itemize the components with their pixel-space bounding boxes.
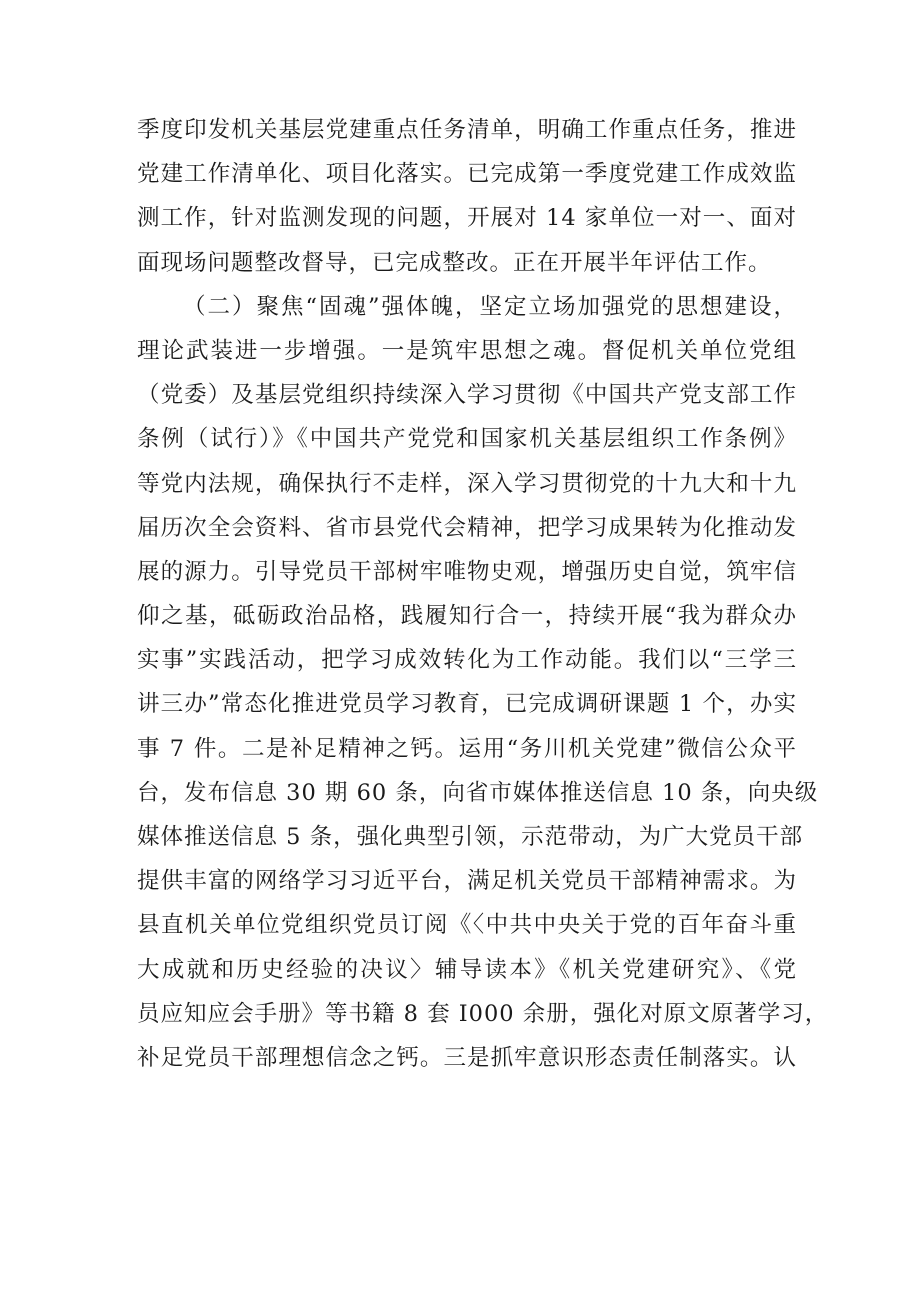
section-heading-line: （二）聚焦“固魂”强体魄，坚定立场加强党的思想建设， [183, 293, 797, 320]
text-line: 事 7 件。二是补足精神之钙。运用“务川机关党建”微信公众平 [137, 735, 797, 762]
text-line: （党委）及基层党组织持续深入学习贯彻《中国共产党支部工作 [137, 382, 797, 409]
text-line: 季度印发机关基层党建重点任务清单，明确工作重点任务，推进 [137, 117, 797, 143]
text-line: 讲三办”常态化推进党员学习教育，已完成调研课题 1 个，办实 [137, 691, 797, 718]
text-line: 台，发布信息 30 期 60 条，向省市媒体推送信息 10 条，向央级 [137, 779, 819, 806]
text-line: 仰之基，砥砺政治品格，践履知行合一，持续开展“我为群众办 [137, 603, 797, 630]
text-line: 条例（试行）》《中国共产党党和国家机关基层组织工作条例》 [137, 426, 797, 453]
text-line: 员应知应会手册》等书籍 8 套 I000 余册，强化对原文原著学习， [137, 1000, 829, 1027]
text-line: 党建工作清单化、项目化落实。已完成第一季度党建工作成效监 [137, 161, 797, 188]
text-line: 媒体推送信息 5 条，强化典型引领，示范带动，为广大党员干部 [137, 824, 804, 850]
text-line: 届历次全会资料、省市县党代会精神，把学习成果转为化推动发 [137, 514, 797, 541]
text-line: 实事”实践活动，把学习成效转化为工作动能。我们以“三学三 [137, 647, 797, 674]
body-text [137, 108, 829, 1080]
text-line: 面现场问题整改督导，已完成整改。正在开展半年评估工作。 [137, 249, 772, 276]
text-line: 理论武装进一步增强。一是筑牢思想之魂。督促机关单位党组 [137, 337, 797, 364]
text-line: 县直机关单位党组织党员订阅《〈中共中央关于党的百年奋斗重 [137, 912, 797, 939]
text-line: 大成就和历史经验的决议〉辅导读本》《机关党建研究》、《党 [137, 956, 797, 983]
text-line: 展的源力。引导党员干部树牢唯物史观，增强历史自觉，筑牢信 [137, 558, 797, 585]
text-line: 等党内法规，确保执行不走样，深入学习贯彻党的十九大和十九 [137, 470, 797, 497]
text-line: 补足党员干部理想信念之钙。三是抓牢意识形态责任制落实。认 [137, 1044, 797, 1071]
text-line: 测工作，针对监测发现的问题，开展对 14 家单位一对一、面对 [137, 205, 797, 232]
text-line: 提供丰富的网络学习习近平台，满足机关党员干部精神需求。为 [137, 868, 797, 895]
